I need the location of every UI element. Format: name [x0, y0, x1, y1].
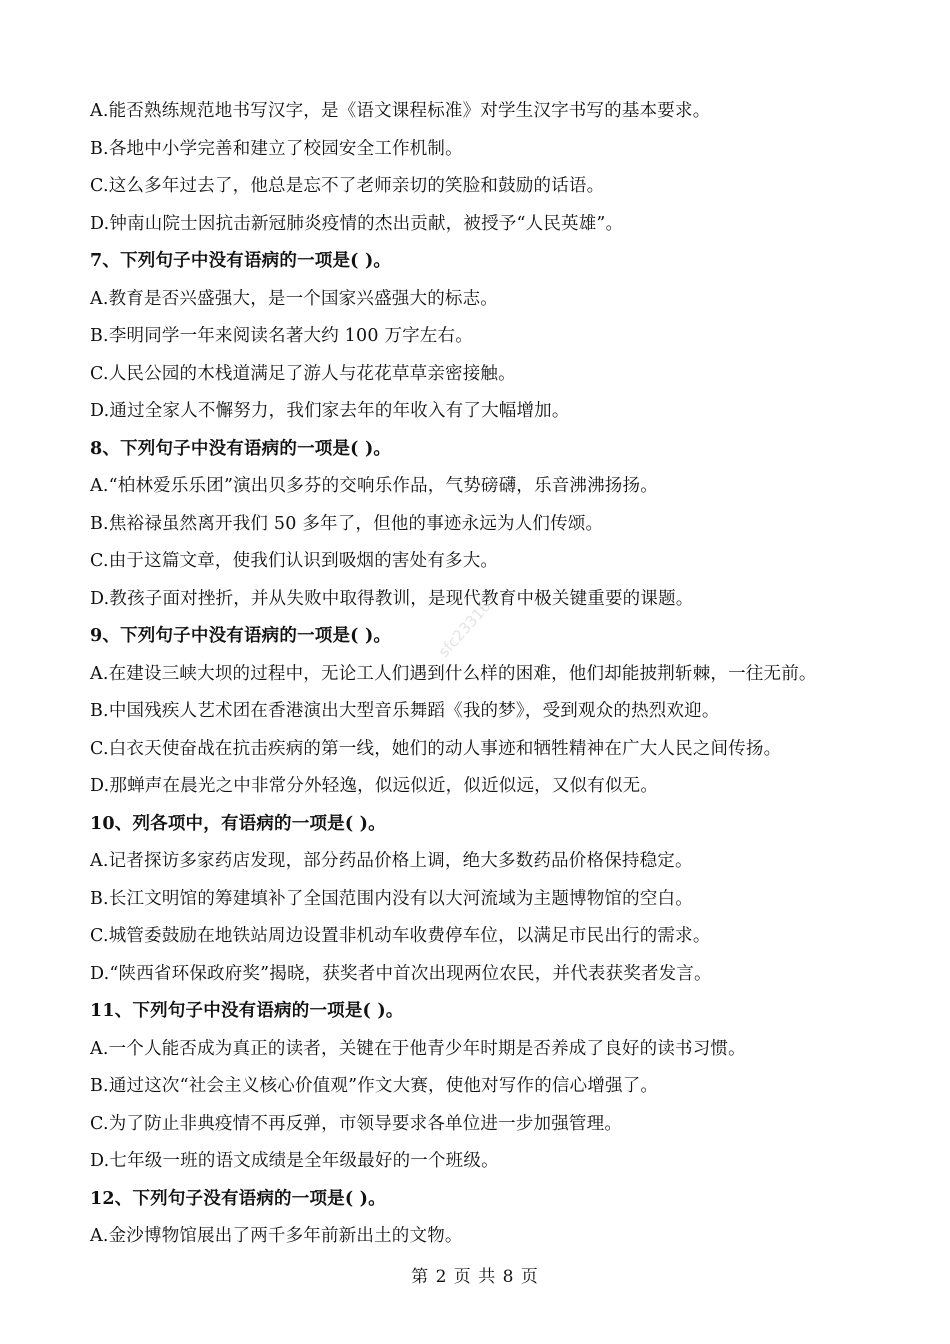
question-text: 8、下列句子中没有语病的一项是( )。: [90, 438, 392, 459]
answer-option: [90, 281, 890, 319]
question-stem: [90, 243, 890, 281]
answer-option: [90, 206, 890, 244]
answer-option: [90, 468, 890, 506]
option-text: A.在建设三峡大坝的过程中，无论工人们遇到什么样的困难，他们却能披荆斩棘，一往无前。: [90, 663, 817, 684]
option-text: B.焦裕禄虽然离开我们 50 多年了，但他的事迹永远为人们传颂。: [90, 513, 604, 534]
option-text: A.一个人能否成为真正的读者，关键在于他青少年时期是否养成了良好的读书习惯。: [90, 1038, 746, 1059]
question-text: 9、下列句子中没有语病的一项是( )。: [90, 626, 392, 646]
option-text: D.钟南山院士因抗击新冠肺炎疫情的杰出贡献，被授予“人民英雄”。: [90, 213, 624, 234]
option-text: C.为了防止非典疫情不再反弹，市领导要求各单位进一步加强管理。: [90, 1113, 623, 1134]
answer-option: [90, 131, 890, 169]
option-text: C.城管委鼓励在地铁站周边设置非机动车收费停车位，以满足市民出行的需求。: [90, 926, 711, 946]
question-text: 11、下列句子中没有语病的一项是( )。: [90, 1001, 404, 1021]
question-stem: [90, 993, 890, 1031]
question-stem: [90, 806, 890, 844]
page-footer: 第 2 页 共 8 页: [411, 1267, 539, 1287]
question-stem: [90, 431, 890, 469]
answer-option: [90, 318, 890, 356]
question-content: [90, 93, 890, 1256]
option-text: C.这么多年过去了，他总是忘不了老师亲切的笑脸和鼓励的话语。: [90, 176, 605, 196]
answer-option: [90, 1031, 890, 1069]
answer-option: [90, 1143, 890, 1181]
option-text: B.中国残疾人艺术团在香港演出大型音乐舞蹈《我的梦》，受到观众的热烈欢迎。: [90, 701, 720, 721]
answer-option: [90, 543, 890, 581]
option-text: D.七年级一班的语文成绩是全年级最好的一个班级。: [90, 1151, 499, 1171]
answer-option: [90, 168, 890, 206]
watermark: sfc23316: [434, 597, 495, 661]
answer-option: [90, 1218, 890, 1256]
answer-option: [90, 956, 890, 994]
option-text: C.人民公园的木栈道满足了游人与花花草草亲密接触。: [90, 363, 516, 384]
answer-option: [90, 581, 890, 619]
answer-option: [90, 731, 890, 769]
option-text: D.那蝉声在晨光之中非常分外轻逸，似远似近，似近似远，又似有似无。: [90, 776, 659, 796]
question-stem: [90, 1181, 890, 1219]
answer-option: [90, 881, 890, 919]
option-text: A.金沙博物馆展出了两千多年前新出土的文物。: [90, 1226, 463, 1246]
option-text: D.“陕西省环保政府奖”揭晓，获奖者中首次出现两位农民，并代表获奖者发言。: [90, 963, 712, 984]
answer-option: [90, 356, 890, 394]
answer-option: [90, 1106, 890, 1144]
option-text: C.白衣天使奋战在抗击疾病的第一线，她们的动人事迹和牺牲精神在广大人民之间传扬。: [90, 738, 782, 759]
question-text: 7、下列句子中没有语病的一项是( )。: [90, 251, 392, 271]
option-text: B.各地中小学完善和建立了校园安全工作机制。: [90, 138, 463, 159]
option-text: C.由于这篇文章，使我们认识到吸烟的害处有多大。: [90, 551, 499, 571]
answer-option: [90, 506, 890, 544]
answer-option: [90, 768, 890, 806]
answer-option: [90, 693, 890, 731]
question-text: 12、下列句子没有语病的一项是( )。: [90, 1188, 386, 1209]
option-text: D.教孩子面对挫折，并从失败中取得教训，是现代教育中极关键重要的课题。: [90, 588, 694, 609]
option-text: A.“柏林爱乐乐团”演出贝多芬的交响乐作品，气势磅礴，乐音沸沸扬扬。: [90, 476, 658, 496]
option-text: A.教育是否兴盛强大，是一个国家兴盛强大的标志。: [90, 288, 498, 309]
option-text: B.长江文明馆的筹建填补了全国范围内没有以大河流域为主题博物馆的空白。: [90, 888, 693, 909]
question-text: 10、列各项中，有语病的一项是( )。: [90, 813, 386, 834]
option-text: B.李明同学一年来阅读名著大约 100 万字左右。: [90, 326, 473, 346]
answer-option: [90, 656, 890, 694]
answer-option: [90, 93, 890, 131]
question-stem: [90, 618, 890, 656]
option-text: A.能否熟练规范地书写汉字，是《语文课程标准》对学生汉字书写的基本要求。: [90, 101, 711, 121]
answer-option: [90, 918, 890, 956]
option-text: B.通过这次“社会主义核心价值观”作文大赛，使他对写作的信心增强了。: [90, 1076, 659, 1096]
answer-option: [90, 1068, 890, 1106]
answer-option: [90, 843, 890, 881]
option-text: D.通过全家人不懈努力，我们家去年的年收入有了大幅增加。: [90, 401, 570, 421]
option-text: A.记者探访多家药店发现，部分药品价格上调，绝大多数药品价格保持稳定。: [90, 851, 693, 871]
answer-option: [90, 393, 890, 431]
